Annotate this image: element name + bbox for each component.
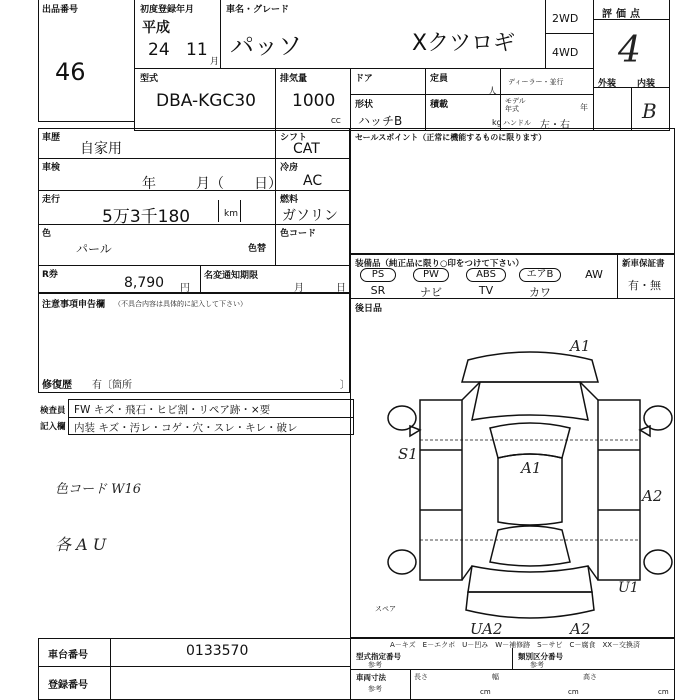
- door-label: ドア: [355, 74, 373, 84]
- fuel-value: ガソリン: [282, 208, 338, 224]
- shift-label: シフト: [280, 133, 308, 143]
- damage-mark-left-side: S1: [398, 445, 418, 463]
- damage-mark-right-front: A2: [642, 487, 663, 505]
- first-reg-era: 平成: [142, 20, 170, 36]
- equip-aw: AW: [585, 268, 603, 281]
- color-label: 色: [42, 229, 52, 239]
- inspector-label1: 検査員: [40, 406, 66, 416]
- inspection-month: 月（: [196, 176, 224, 192]
- sales-point-box: [350, 128, 675, 254]
- model-code: DBA-KGC30: [156, 91, 256, 111]
- equip-tv: TV: [478, 284, 494, 297]
- first-reg-month: 11: [186, 40, 208, 60]
- recycle-value: 8,790: [124, 275, 165, 291]
- damage-mark-front-bumper: A1: [570, 337, 591, 355]
- first-reg-label: 初度登録年月: [140, 5, 195, 15]
- steering-label: ハンドル: [503, 119, 531, 127]
- body-type-value: ハッチB: [358, 114, 403, 128]
- drive-2wd: 2WD: [552, 12, 579, 25]
- load-unit: kg: [492, 118, 502, 127]
- name-change-label: 名変通知期限: [204, 271, 259, 281]
- exterior-label: 外装: [598, 79, 617, 89]
- name-change-month: 月: [294, 283, 304, 294]
- equip-airbag: エアB: [519, 268, 561, 282]
- model-designation-sub: 参考: [368, 661, 382, 669]
- notes-sub: （不具合内容は具体的に記入して下さい）: [114, 300, 247, 308]
- equip-ps: PS: [360, 268, 396, 282]
- model-year-label1: モデル: [505, 97, 526, 105]
- model-label: 型式: [140, 74, 159, 84]
- damage-mark-rear-bumper-left: UA2: [470, 620, 503, 638]
- warranty-value: 有・無: [628, 279, 661, 292]
- inspection-year: 年: [142, 176, 156, 192]
- recycle-label: R券: [42, 270, 58, 280]
- dims-length-unit: cm: [480, 688, 491, 696]
- history-value: 自家用: [80, 141, 122, 157]
- handwritten-line2: 各 A U: [55, 535, 107, 554]
- first-reg-year: 24: [148, 40, 170, 60]
- name-change-day: 日: [336, 283, 346, 294]
- lot-number: 46: [55, 58, 86, 86]
- interior-score: B: [642, 99, 657, 123]
- capacity-unit: 人: [488, 87, 498, 97]
- dims-label: 車両寸法: [356, 673, 386, 682]
- model-designation-label: 型式指定番号: [356, 652, 401, 661]
- shift-value: CAT: [293, 141, 320, 157]
- dims-length: 長さ: [414, 673, 428, 681]
- inspection-day: 日）: [254, 176, 282, 192]
- equip-pw: PW: [413, 268, 449, 282]
- repair-value: 有〔箇所: [92, 380, 132, 391]
- warranty-label: 新車保証書: [622, 259, 665, 269]
- dims-width: 幅: [492, 673, 499, 681]
- damage-legend: A－キズ E－エクボ U－凹み W－補修跡 S－サビ C－腐食 XX－交換済: [390, 641, 641, 649]
- first-reg-month-unit: 月: [210, 57, 220, 67]
- category-number-label: 類別区分番号: [518, 652, 563, 661]
- repair-close: 〕: [340, 380, 350, 391]
- score-label: 評価点: [602, 9, 644, 20]
- color-change-label: 色替: [248, 244, 267, 254]
- aircon-label: 冷房: [280, 163, 299, 173]
- recycle-unit: 円: [180, 283, 190, 294]
- load-label: 積載: [430, 100, 449, 110]
- body-type-label: 形状: [355, 100, 374, 110]
- inspector-label2: 記入欄: [40, 422, 66, 432]
- notes-label: 注意事項申告欄: [42, 300, 106, 310]
- dims-sub: 参考: [368, 685, 382, 693]
- lot-box: [38, 0, 135, 122]
- displacement-label: 排気量: [280, 74, 308, 84]
- model-year-label2: 年式: [505, 105, 519, 113]
- score-value: 4: [618, 30, 641, 71]
- equip-leather: カワ: [529, 286, 551, 299]
- steering-value: 左・右: [540, 120, 570, 131]
- category-number-sub: 参考: [530, 661, 544, 669]
- car-grade: Xクツロギ: [412, 31, 516, 56]
- repair-label: 修復歴: [42, 380, 72, 391]
- lot-label: 出品番号: [42, 5, 79, 15]
- displacement-value: 1000: [292, 91, 336, 111]
- model-year-unit: 年: [580, 103, 588, 112]
- history-label: 車歴: [42, 133, 61, 143]
- mileage-unit: km: [224, 209, 238, 219]
- dims-height: 高さ: [583, 673, 597, 681]
- equip-sr: SR: [370, 284, 386, 297]
- equipment-label: 装備品（純正品に限り○印をつけて下さい）: [355, 259, 524, 269]
- equip-abs: ABS: [466, 268, 506, 282]
- color-value: パール: [76, 242, 112, 256]
- dims-width-unit: cm: [568, 688, 579, 696]
- equip-navi: ナビ: [420, 286, 442, 299]
- mileage-value: 5万3千180: [102, 207, 191, 227]
- inspection-label: 車検: [42, 163, 61, 173]
- spare-label: スペア: [375, 605, 396, 613]
- capacity-label: 定員: [430, 74, 449, 84]
- after-day-label: 後日品: [355, 304, 383, 314]
- aircon-value: AC: [303, 173, 323, 189]
- inspector-row2: 内装 キズ・汚レ・コゲ・穴・スレ・キレ・破レ: [74, 422, 298, 434]
- drive-4wd: 4WD: [552, 46, 579, 59]
- damage-mark-roof: A1: [521, 459, 542, 477]
- damage-mark-rear-bumper-right: A2: [570, 620, 591, 638]
- registration-label: 登録番号: [48, 680, 88, 691]
- displacement-unit: CC: [331, 117, 341, 125]
- fuel-label: 燃料: [280, 195, 299, 205]
- car-name-label: 車名・グレード: [226, 5, 290, 15]
- handwritten-line1: 色コード W16: [55, 482, 142, 497]
- interior-label: 内装: [637, 79, 656, 89]
- color-code-label: 色コード: [280, 229, 317, 239]
- car-name: パッソ: [230, 32, 302, 60]
- dealer-label: ディーラー・並行: [508, 78, 564, 86]
- dims-height-unit: cm: [658, 688, 669, 696]
- chassis-label: 車台番号: [48, 650, 88, 661]
- sales-point-label: セールスポイント（正常に機能するものに限ります）: [355, 133, 547, 142]
- inspector-row1: FW キズ・飛石・ヒビ割・リペア跡・×要: [74, 404, 271, 416]
- chassis-number: 0133570: [186, 643, 249, 659]
- damage-mark-left-rear: U1: [618, 580, 639, 596]
- mileage-label: 走行: [42, 195, 61, 205]
